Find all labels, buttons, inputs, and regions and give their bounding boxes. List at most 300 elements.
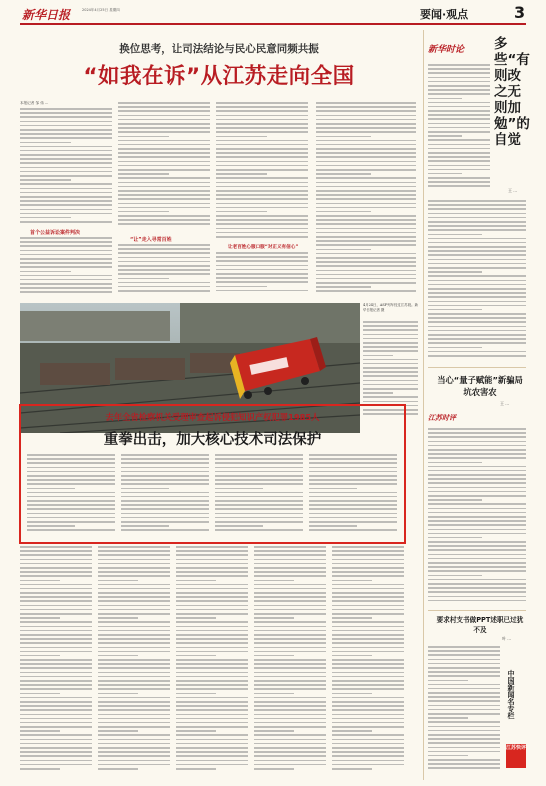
text-line	[332, 743, 404, 745]
text-line	[316, 169, 416, 171]
text-line	[216, 256, 308, 258]
text-line	[216, 119, 308, 121]
text-line	[428, 208, 526, 210]
text-line	[332, 739, 404, 741]
text-line	[216, 152, 308, 154]
text-line	[118, 140, 210, 142]
text-line	[363, 329, 418, 331]
text-line	[216, 144, 308, 146]
text-line	[216, 232, 308, 234]
text-line	[428, 767, 500, 769]
text-line	[332, 571, 404, 573]
text-line	[428, 123, 490, 125]
text-line	[428, 169, 490, 171]
text-line	[332, 605, 404, 607]
text-line	[428, 280, 526, 282]
text-line	[428, 751, 500, 753]
text-line	[428, 503, 526, 505]
text-line	[428, 347, 482, 349]
text-line	[121, 462, 209, 464]
text-line	[20, 638, 92, 640]
text-line	[215, 529, 303, 531]
text-line	[332, 596, 404, 598]
text-line	[309, 521, 397, 523]
text-line	[428, 246, 526, 248]
text-line	[216, 269, 308, 271]
text-line	[20, 213, 112, 215]
text-line	[428, 326, 526, 328]
text-line	[363, 371, 418, 373]
text-line	[309, 492, 397, 494]
text-line	[363, 388, 418, 390]
text-line	[216, 203, 308, 205]
text-line	[332, 726, 404, 728]
text-line	[98, 609, 170, 611]
text-line	[428, 726, 500, 728]
text-line	[428, 734, 500, 736]
column-logo	[428, 42, 488, 58]
text-line	[363, 321, 418, 323]
text-line	[98, 751, 170, 753]
body-column-2	[118, 102, 210, 232]
text-line	[254, 626, 326, 628]
text-line	[20, 137, 112, 139]
text-line	[20, 575, 92, 577]
text-line	[332, 550, 404, 552]
text-line	[316, 198, 416, 200]
text-line	[20, 129, 112, 131]
text-line	[428, 217, 526, 219]
text-line	[176, 642, 248, 644]
text-line	[332, 575, 404, 577]
text-line	[98, 701, 170, 703]
text-line	[20, 743, 92, 745]
text-line	[98, 739, 170, 741]
text-line	[98, 684, 170, 686]
text-line	[428, 139, 490, 141]
text-line	[428, 680, 468, 682]
text-line	[98, 563, 170, 565]
text-line	[254, 693, 294, 695]
text-line	[216, 194, 308, 196]
text-line	[316, 278, 416, 280]
text-line	[20, 550, 92, 552]
text-line	[332, 688, 404, 690]
text-line	[428, 144, 490, 146]
text-line	[254, 697, 326, 699]
text-line	[428, 441, 526, 443]
text-line	[428, 717, 468, 719]
text-line	[254, 575, 326, 577]
text-line	[254, 672, 326, 674]
text-line	[98, 642, 170, 644]
text-line	[332, 634, 404, 636]
text-line	[20, 684, 92, 686]
text-line	[254, 567, 326, 569]
text-line	[316, 211, 371, 213]
text-line	[316, 148, 416, 150]
text-line	[254, 718, 326, 720]
text-line	[20, 175, 112, 177]
text-line	[428, 566, 526, 568]
text-line	[428, 213, 526, 215]
text-line	[27, 458, 115, 460]
text-line	[254, 630, 326, 632]
text-line	[118, 248, 210, 250]
text-line	[254, 655, 294, 657]
text-line	[216, 265, 308, 267]
text-line	[316, 219, 416, 221]
text-line	[216, 236, 308, 238]
text-line	[20, 617, 60, 619]
text-line	[176, 672, 248, 674]
text-line	[20, 571, 92, 573]
text-line	[20, 108, 112, 110]
text-line	[98, 672, 170, 674]
text-line	[118, 161, 210, 163]
text-line	[176, 575, 248, 577]
text-line	[316, 119, 416, 121]
text-line	[316, 136, 371, 138]
text-line	[121, 521, 209, 523]
commentary-author: 王 ...	[508, 188, 518, 193]
text-line	[316, 228, 416, 230]
bottom-col-1	[20, 546, 92, 774]
text-line	[215, 521, 303, 523]
text-line	[428, 713, 500, 715]
text-line	[118, 286, 210, 288]
text-line	[98, 613, 170, 615]
text-line	[428, 562, 526, 564]
text-line	[316, 152, 416, 154]
text-line	[332, 680, 404, 682]
text-line	[121, 513, 209, 515]
text-line	[428, 114, 490, 116]
text-line	[176, 546, 248, 548]
text-line	[428, 482, 526, 484]
text-line	[316, 127, 416, 129]
text-line	[254, 755, 326, 757]
text-line	[428, 545, 526, 547]
text-line	[316, 186, 416, 188]
text-line	[428, 85, 490, 87]
text-line	[428, 229, 526, 231]
text-line	[98, 768, 138, 770]
text-line	[428, 288, 526, 290]
text-line	[254, 580, 294, 582]
text-line	[20, 209, 112, 211]
text-line	[254, 609, 326, 611]
text-line	[428, 709, 500, 711]
text-line	[98, 596, 170, 598]
text-line	[176, 567, 248, 569]
text-line	[118, 115, 210, 117]
text-line	[254, 747, 326, 749]
masthead	[0, 0, 546, 26]
column-logo-text: 新华时论	[428, 45, 465, 55]
text-line	[176, 563, 248, 565]
text-line	[428, 428, 526, 430]
text-line	[363, 401, 418, 403]
text-line	[316, 177, 416, 179]
text-line	[316, 194, 416, 196]
text-line	[118, 156, 210, 158]
text-line	[316, 215, 416, 217]
text-line	[215, 525, 263, 527]
text-line	[98, 709, 170, 711]
text-line	[428, 575, 482, 577]
text-line	[20, 613, 92, 615]
text-line	[121, 508, 209, 510]
text-line	[428, 462, 482, 464]
text-line	[428, 495, 526, 497]
text-line	[98, 693, 138, 695]
text-line	[363, 380, 418, 382]
text-line	[20, 237, 112, 239]
text-line	[176, 764, 248, 766]
text-line	[20, 200, 112, 202]
text-line	[98, 600, 170, 602]
text-line	[428, 259, 526, 261]
text-line	[332, 722, 404, 724]
text-line	[20, 734, 92, 736]
text-line	[332, 663, 404, 665]
text-line	[118, 219, 210, 221]
text-line	[118, 211, 169, 213]
text-line	[20, 271, 71, 273]
text-line	[428, 600, 526, 602]
text-line	[332, 584, 404, 586]
text-line	[316, 261, 416, 263]
text-line	[98, 638, 170, 640]
third-title: 要求村支书做PPT述职已过犹不及	[436, 616, 524, 634]
text-line	[216, 127, 308, 129]
text-line	[118, 148, 210, 150]
text-line	[20, 158, 112, 160]
text-line	[98, 550, 170, 552]
brand-stamp-text: 中国新闻名专栏	[507, 670, 515, 719]
text-line	[27, 525, 75, 527]
text-line	[254, 722, 326, 724]
text-line	[98, 584, 170, 586]
text-line	[316, 244, 416, 246]
text-line	[428, 81, 490, 83]
text-line	[332, 659, 404, 661]
text-line	[216, 140, 308, 142]
text-line	[121, 458, 209, 460]
text-line	[316, 115, 416, 117]
text-line	[20, 275, 112, 277]
text-line	[332, 642, 404, 644]
text-line	[176, 550, 248, 552]
text-line	[428, 529, 526, 531]
text-line	[428, 730, 500, 732]
text-line	[332, 580, 372, 582]
text-line	[20, 755, 92, 757]
text-line	[176, 634, 248, 636]
text-line	[316, 165, 416, 167]
text-line	[428, 152, 490, 154]
text-line	[98, 605, 170, 607]
text-line	[176, 600, 248, 602]
text-line	[363, 375, 418, 377]
text-line	[254, 734, 326, 736]
text-line	[316, 265, 416, 267]
text-line	[98, 734, 170, 736]
text-line	[332, 647, 404, 649]
text-line	[316, 102, 416, 104]
feature-col-4	[309, 454, 397, 536]
text-line	[428, 106, 490, 108]
text-line	[121, 525, 169, 527]
text-line	[254, 571, 326, 573]
text-line	[254, 596, 326, 598]
text-line	[428, 700, 500, 702]
text-line	[98, 722, 170, 724]
text-line	[176, 701, 248, 703]
text-line	[363, 338, 418, 340]
text-line	[20, 179, 71, 181]
text-line	[118, 207, 210, 209]
text-line	[254, 680, 326, 682]
text-line	[121, 471, 209, 473]
text-line	[316, 182, 416, 184]
text-line	[98, 592, 170, 594]
text-line	[118, 198, 210, 200]
text-line	[118, 261, 210, 263]
text-line	[20, 221, 112, 223]
text-line	[176, 688, 248, 690]
text-line	[215, 500, 303, 502]
text-line	[254, 584, 326, 586]
text-line	[428, 330, 526, 332]
text-line	[254, 559, 326, 561]
text-line	[27, 496, 115, 498]
text-line	[176, 676, 248, 678]
text-line	[215, 479, 303, 481]
text-line	[332, 567, 404, 569]
text-line	[215, 462, 303, 464]
text-line	[428, 671, 500, 673]
text-line	[20, 559, 92, 561]
text-line	[27, 500, 115, 502]
text-line	[118, 215, 210, 217]
text-line	[254, 709, 326, 711]
text-line	[428, 131, 490, 133]
text-line	[428, 449, 526, 451]
text-line	[176, 617, 216, 619]
text-line	[428, 436, 526, 438]
text-line	[428, 321, 526, 323]
brand-stamp	[506, 670, 526, 775]
text-line	[121, 517, 209, 519]
bottom-col-4	[254, 546, 326, 774]
text-line	[98, 559, 170, 561]
text-line	[176, 722, 248, 724]
text-line	[216, 148, 308, 150]
text-line	[20, 709, 92, 711]
text-line	[309, 475, 397, 477]
text-line	[20, 718, 92, 720]
text-line	[363, 363, 418, 365]
text-line	[428, 135, 462, 137]
text-line	[309, 479, 397, 481]
text-line	[20, 183, 112, 185]
text-line	[332, 693, 372, 695]
text-line	[428, 72, 490, 74]
text-line	[316, 253, 416, 255]
text-line	[20, 667, 92, 669]
text-line	[428, 457, 526, 459]
text-line	[254, 676, 326, 678]
text-line	[254, 605, 326, 607]
text-line	[118, 273, 210, 275]
text-line	[98, 697, 170, 699]
text-line	[316, 144, 416, 146]
text-line	[20, 630, 92, 632]
text-line	[332, 697, 404, 699]
text-line	[428, 165, 490, 167]
text-line	[428, 524, 526, 526]
text-line	[428, 204, 526, 206]
text-line	[118, 165, 210, 167]
newspaper-logo: 新华日报	[22, 8, 71, 22]
text-line	[20, 739, 92, 741]
feature-kicker: 去年全省检察机关受理审查起诉侵犯知识产权犯罪1985人	[105, 412, 320, 422]
text-line	[428, 654, 500, 656]
text-line	[428, 596, 526, 598]
text-line	[20, 626, 92, 628]
text-line	[254, 651, 326, 653]
text-line	[316, 249, 371, 251]
text-line	[20, 563, 92, 565]
text-line	[428, 692, 500, 694]
text-line	[428, 242, 526, 244]
text-line	[254, 768, 294, 770]
text-line	[316, 106, 416, 108]
text-line	[428, 487, 526, 489]
text-line	[118, 282, 210, 284]
text-line	[428, 305, 526, 307]
text-line	[332, 705, 404, 707]
text-line	[316, 286, 371, 288]
text-line	[216, 290, 308, 292]
text-line	[332, 655, 372, 657]
text-line	[216, 228, 308, 230]
text-line	[254, 688, 326, 690]
text-line	[176, 667, 248, 669]
text-line	[27, 467, 115, 469]
text-line	[309, 513, 397, 515]
text-line	[332, 609, 404, 611]
text-line	[121, 479, 209, 481]
text-line	[428, 587, 526, 589]
text-line	[428, 296, 526, 298]
text-line	[428, 221, 526, 223]
text-line	[309, 471, 397, 473]
text-line	[98, 755, 170, 757]
text-line	[176, 730, 216, 732]
text-line	[309, 458, 397, 460]
third-author: 叶 ...	[502, 636, 512, 641]
text-line	[316, 257, 416, 259]
text-line	[98, 659, 170, 661]
text-line	[332, 621, 404, 623]
text-line	[20, 647, 92, 649]
text-line	[316, 110, 416, 112]
main-headline: “如我在诉”从江苏走向全国	[83, 64, 355, 89]
text-line	[309, 467, 397, 469]
